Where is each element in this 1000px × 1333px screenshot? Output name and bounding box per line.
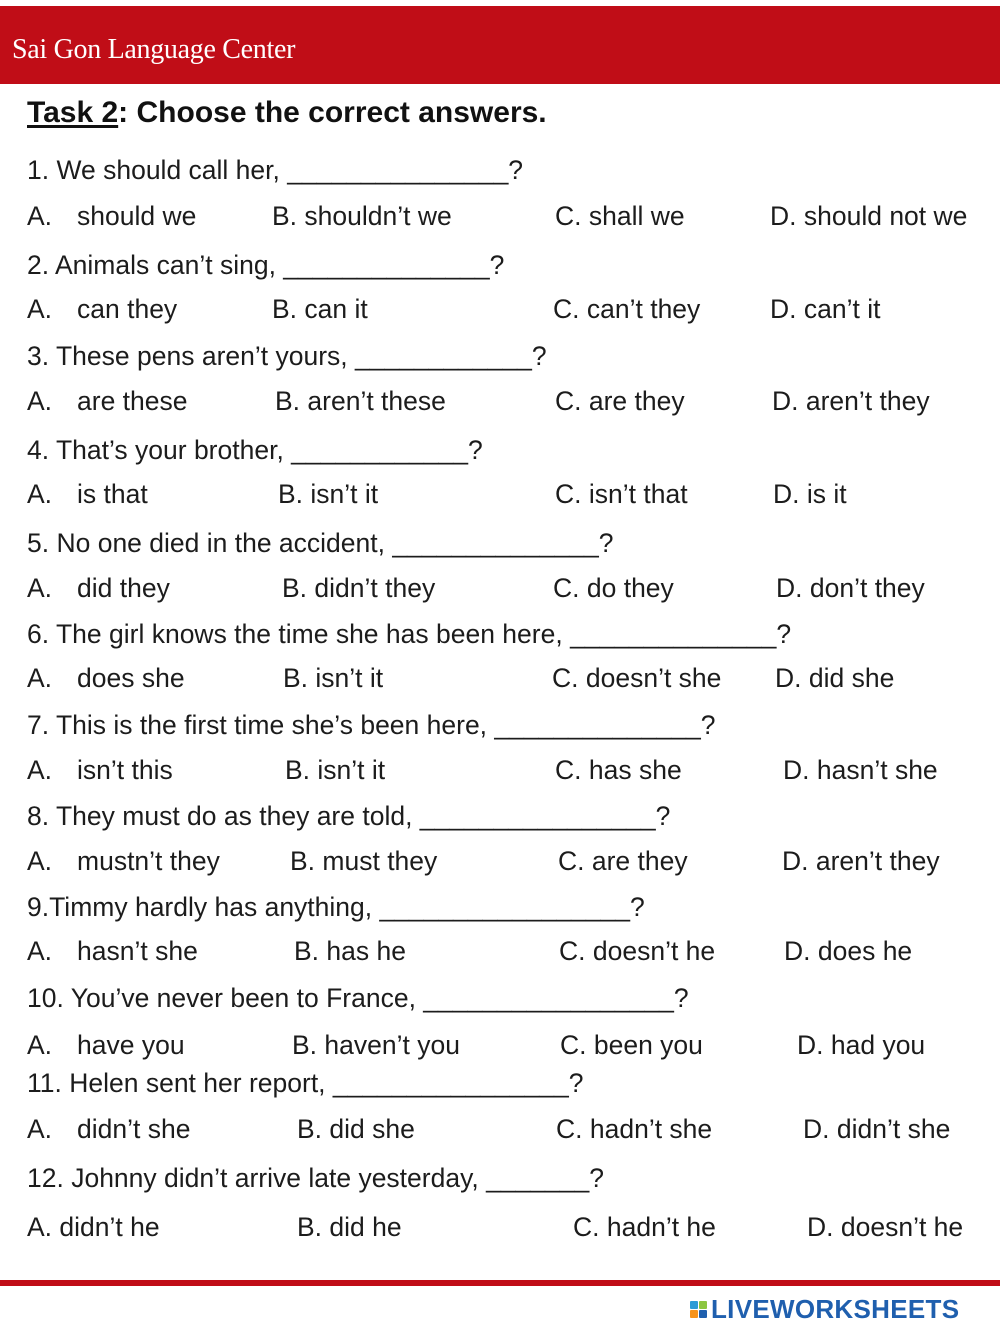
q11-option-c[interactable]: C. hadn’t she [556, 1114, 713, 1144]
q11-option-a[interactable]: didn’t she [77, 1114, 191, 1144]
q10-option-c[interactable]: C. been you [560, 1030, 703, 1060]
q5-option-c[interactable]: C. do they [553, 573, 674, 603]
q9-option-b[interactable]: B. has he [294, 936, 406, 966]
q8-option-a-letter[interactable]: A. [27, 846, 53, 876]
q5-option-a-letter[interactable]: A. [27, 573, 53, 603]
center-name: Sai Gon Language Center [12, 34, 296, 65]
question-10: 10. You’ve never been to France, _________________? [27, 983, 689, 1013]
q2-option-c[interactable]: C. can’t they [553, 294, 701, 324]
q11-option-d[interactable]: D. didn’t she [803, 1114, 951, 1144]
q8-option-c[interactable]: C. are they [558, 846, 688, 876]
q6-option-b[interactable]: B. isn’t it [283, 663, 384, 693]
q4-option-d[interactable]: D. is it [773, 479, 847, 509]
q6-option-a-letter[interactable]: A. [27, 663, 53, 693]
q10-option-d[interactable]: D. had you [797, 1030, 926, 1060]
q9-option-d[interactable]: D. does he [784, 936, 913, 966]
q4-option-a-letter[interactable]: A. [27, 479, 53, 509]
q6-option-a[interactable]: does she [77, 663, 185, 693]
q3-option-d[interactable]: D. aren’t they [772, 386, 930, 416]
task-instruction: : Choose the correct answers. [118, 96, 547, 129]
q1-option-a[interactable]: should we [77, 201, 197, 231]
question-4: 4. That’s your brother, ____________? [27, 435, 483, 465]
q10-option-a[interactable]: have you [77, 1030, 185, 1060]
q7-option-c[interactable]: C. has she [555, 755, 682, 785]
q7-option-a-letter[interactable]: A. [27, 755, 53, 785]
q3-option-c[interactable]: C. are they [555, 386, 685, 416]
q2-option-a-letter[interactable]: A. [27, 294, 53, 324]
q7-option-d[interactable]: D. hasn’t she [783, 755, 938, 785]
question-3: 3. These pens aren’t yours, ____________? [27, 341, 547, 371]
question-9: 9.Timmy hardly has anything, _________________? [27, 892, 645, 922]
footer-divider [0, 1280, 1000, 1286]
q7-option-b[interactable]: B. isn’t it [285, 755, 386, 785]
q2-option-d[interactable]: D. can’t it [770, 294, 881, 324]
q12-option-b[interactable]: B. did he [297, 1212, 402, 1242]
q1-option-c[interactable]: C. shall we [555, 201, 685, 231]
question-1: 1. We should call her, _______________? [27, 155, 524, 185]
q11-option-a-letter[interactable]: A. [27, 1114, 53, 1144]
q4-option-c[interactable]: C. isn’t that [555, 479, 688, 509]
q4-option-a[interactable]: is that [77, 479, 148, 509]
q9-option-c[interactable]: C. doesn’t he [559, 936, 716, 966]
question-5: 5. No one died in the accident, ______________? [27, 528, 614, 558]
q6-option-d[interactable]: D. did she [775, 663, 895, 693]
q2-option-a[interactable]: can they [77, 294, 178, 324]
q10-option-a-letter[interactable]: A. [27, 1030, 53, 1060]
q5-option-b[interactable]: B. didn’t they [282, 573, 436, 603]
q6-option-c[interactable]: C. doesn’t she [552, 663, 722, 693]
q5-option-d[interactable]: D. don’t they [776, 573, 925, 603]
q1-option-a-letter[interactable]: A. [27, 201, 53, 231]
q11-option-b[interactable]: B. did she [297, 1114, 415, 1144]
q10-option-b[interactable]: B. haven’t you [292, 1030, 460, 1060]
q1-option-d[interactable]: D. should not we [770, 201, 968, 231]
question-6: 6. The girl knows the time she has been here, ______________? [27, 619, 792, 649]
q3-option-a-letter[interactable]: A. [27, 386, 53, 416]
q2-option-b[interactable]: B. can it [272, 294, 368, 324]
question-7: 7. This is the first time she’s been here, ______________? [27, 710, 716, 740]
q3-option-b[interactable]: B. aren’t these [275, 386, 446, 416]
q4-option-b[interactable]: B. isn’t it [278, 479, 379, 509]
q9-option-a[interactable]: hasn’t she [77, 936, 198, 966]
task-label: Task 2 [27, 96, 119, 129]
q3-option-a[interactable]: are these [77, 386, 188, 416]
liveworksheets-icon [690, 1301, 707, 1318]
q7-option-a[interactable]: isn’t this [77, 755, 173, 785]
q8-option-a[interactable]: mustn’t they [77, 846, 220, 876]
q1-option-b[interactable]: B. shouldn’t we [272, 201, 452, 231]
q12-option-d[interactable]: D. doesn’t he [807, 1212, 964, 1242]
task-title [27, 96, 547, 129]
q5-option-a[interactable]: did they [77, 573, 170, 603]
q8-option-d[interactable]: D. aren’t they [782, 846, 940, 876]
header-banner [0, 6, 1000, 84]
question-11: 11. Helen sent her report, ________________? [27, 1068, 584, 1098]
q9-option-a-letter[interactable]: A. [27, 936, 53, 966]
q8-option-b[interactable]: B. must they [290, 846, 438, 876]
question-12: 12. Johnny didn’t arrive late yesterday, _______? [27, 1163, 604, 1193]
q12-option-a[interactable]: A. didn’t he [27, 1212, 160, 1242]
question-2: 2. Animals can’t sing, ______________? [27, 250, 505, 280]
liveworksheets-wordmark: LIVEWORKSHEETS [711, 1293, 960, 1324]
liveworksheets-logo[interactable] [690, 1295, 959, 1323]
question-8: 8. They must do as they are told, ________________? [27, 801, 671, 831]
q12-option-c[interactable]: C. hadn’t he [573, 1212, 716, 1242]
